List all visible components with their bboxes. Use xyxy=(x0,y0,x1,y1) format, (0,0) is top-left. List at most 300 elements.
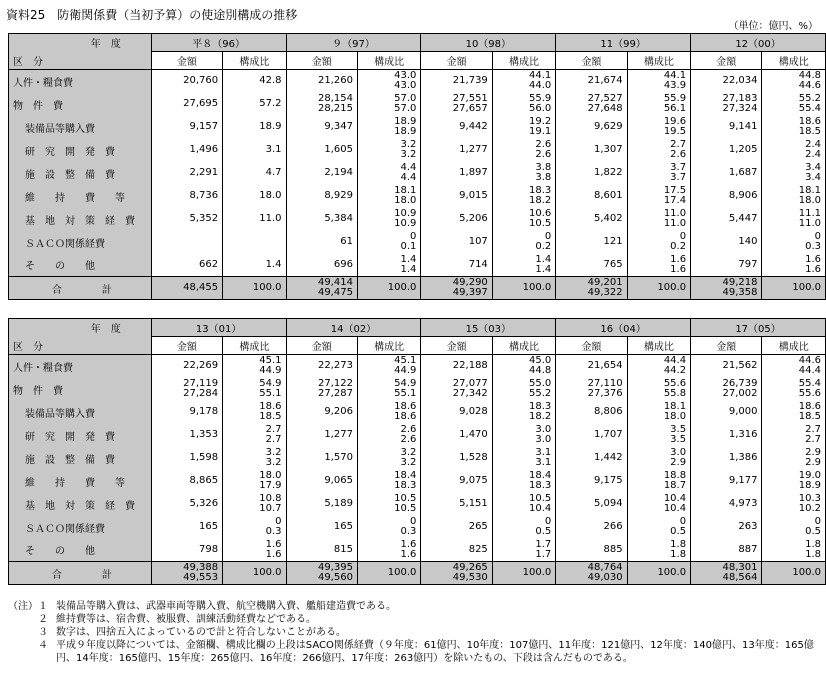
value: 9,178 xyxy=(189,406,219,417)
ratio-header: 構成比 xyxy=(223,337,286,355)
value: 2,194 xyxy=(324,167,353,178)
value: 10.5 xyxy=(394,503,417,514)
year-cell: 10（98） xyxy=(421,34,556,52)
value: 765 xyxy=(603,258,623,270)
value: 165 xyxy=(199,521,219,532)
notes xyxy=(8,600,826,665)
row-label: 合 計 xyxy=(9,277,152,300)
year-cell: 15（03） xyxy=(421,319,556,337)
amount-cell xyxy=(421,277,492,300)
amount-cell xyxy=(556,401,627,424)
note-item xyxy=(8,626,826,639)
amount-cell xyxy=(151,539,222,562)
value: 8,601 xyxy=(594,190,623,201)
value: 165 xyxy=(333,521,353,532)
row-label: ＳＡＣＯ関係経費 xyxy=(9,231,152,254)
value: 18.0 xyxy=(394,195,417,206)
value: 49,560 xyxy=(317,572,353,583)
ratio-cell xyxy=(627,516,690,539)
note-item xyxy=(8,613,826,626)
row-label: 維 持 費 等 xyxy=(9,185,152,208)
value: 18.6 xyxy=(394,411,417,422)
ratio-cell xyxy=(223,185,286,208)
value: 9,028 xyxy=(459,406,488,417)
value: 49,322 xyxy=(587,287,623,298)
amount-cell xyxy=(556,208,627,231)
value: 22,269 xyxy=(183,360,219,372)
value: 55.2 xyxy=(798,93,821,104)
amount-cell xyxy=(556,93,627,116)
value: 54.9 xyxy=(394,378,417,389)
value: 2.9 xyxy=(670,457,687,468)
table-row xyxy=(9,378,826,401)
ratio-cell xyxy=(762,116,826,139)
table-row xyxy=(9,493,826,516)
ratio-cell xyxy=(357,447,420,470)
amount-header: 金額 xyxy=(151,337,222,355)
value: 714 xyxy=(468,258,488,270)
value: 1.4 xyxy=(400,263,417,275)
value: 0.5 xyxy=(670,526,687,537)
amount-cell xyxy=(286,401,357,424)
row-label: 研 究 開 発 費 xyxy=(9,139,152,162)
value: 1,822 xyxy=(594,167,623,178)
amount-cell xyxy=(421,424,492,447)
value: 18.9 xyxy=(798,480,821,491)
ratio-cell xyxy=(627,116,690,139)
value: 1.7 xyxy=(535,548,552,560)
value: 0 xyxy=(679,231,687,242)
value: 18.2 xyxy=(528,411,552,422)
value: 44.4 xyxy=(798,365,821,377)
ratio-cell xyxy=(492,139,555,162)
value: 11.0 xyxy=(663,218,687,229)
budget-table-1996-2000 xyxy=(8,33,826,300)
value: 48,564 xyxy=(722,572,758,583)
value: 263 xyxy=(738,521,758,532)
value: 21,654 xyxy=(587,360,623,372)
amount-cell xyxy=(286,70,357,93)
year-cell: ９（97） xyxy=(286,34,421,52)
value: 3.2 xyxy=(400,457,417,468)
value: 2.4 xyxy=(805,149,821,160)
value: 55.9 xyxy=(528,93,552,104)
year-cell: 13（01） xyxy=(151,319,286,337)
value: 3.2 xyxy=(265,457,282,468)
amount-cell xyxy=(151,401,222,424)
value: 3.0 xyxy=(535,434,552,445)
value: 0.3 xyxy=(805,241,821,252)
ratio-cell xyxy=(762,139,826,162)
value: 5,151 xyxy=(459,498,488,509)
value: 42.8 xyxy=(259,75,282,87)
value: 0 xyxy=(410,231,417,242)
row-label: 基 地 対 策 経 費 xyxy=(9,208,152,231)
value: 27,122 xyxy=(317,378,353,389)
value: 8,865 xyxy=(189,475,219,486)
value: 11.0 xyxy=(798,218,821,229)
value: 27,002 xyxy=(722,388,758,399)
ratio-cell xyxy=(357,562,420,585)
amount-cell xyxy=(151,185,222,208)
value: 9,141 xyxy=(728,121,758,132)
amount-cell xyxy=(151,70,222,93)
value: 10.9 xyxy=(394,208,417,219)
value: 57.2 xyxy=(259,98,282,109)
amount-cell xyxy=(421,539,492,562)
value: 2.7 xyxy=(265,424,282,435)
value: 18.5 xyxy=(259,411,282,422)
value: 11.0 xyxy=(259,213,282,224)
row-label: 施 設 整 備 費 xyxy=(9,447,152,470)
value: 8,736 xyxy=(189,190,219,201)
note-number: ４ xyxy=(38,640,48,651)
ratio-cell xyxy=(492,493,555,516)
ratio-cell xyxy=(223,208,286,231)
value: 696 xyxy=(333,258,353,270)
amount-cell xyxy=(691,70,762,93)
ratio-cell xyxy=(357,424,420,447)
value: 27,183 xyxy=(722,93,758,104)
value: 1.6 xyxy=(400,548,417,560)
ratio-cell xyxy=(627,470,690,493)
row-label: 人件・糧食費 xyxy=(9,70,152,93)
value: 0 xyxy=(544,231,552,242)
value: 1,386 xyxy=(728,452,758,463)
value: 1,528 xyxy=(459,452,488,463)
value: 815 xyxy=(333,543,353,555)
value: 11.1 xyxy=(798,208,821,219)
value: 3.2 xyxy=(265,447,282,458)
amount-cell xyxy=(691,139,762,162)
ratio-cell xyxy=(223,139,286,162)
value: 1,598 xyxy=(189,452,219,463)
year-cell: 平８（96） xyxy=(151,34,286,52)
value: 49,414 xyxy=(317,277,353,288)
value: 1,496 xyxy=(189,144,219,155)
value: 100.0 xyxy=(522,282,552,293)
header-row-years xyxy=(9,34,826,52)
value: 9,157 xyxy=(189,121,219,132)
value: 3.4 xyxy=(805,172,821,183)
ratio-header: 構成比 xyxy=(762,337,826,355)
value: 18.3 xyxy=(394,480,417,491)
ratio-cell xyxy=(357,70,420,93)
value: 10.2 xyxy=(798,503,821,514)
value: 10.4 xyxy=(663,503,687,514)
value: 10.6 xyxy=(528,208,552,219)
value: 107 xyxy=(468,236,488,247)
value: 49,530 xyxy=(452,572,488,583)
value: 44.9 xyxy=(259,365,282,377)
amount-cell xyxy=(286,378,357,401)
amount-cell xyxy=(151,93,222,116)
value: 27,527 xyxy=(587,93,623,104)
value: 27,284 xyxy=(183,388,219,399)
value: 0 xyxy=(814,231,821,242)
table-row xyxy=(9,93,826,116)
value: 27,695 xyxy=(183,98,219,109)
value: 1.6 xyxy=(265,538,282,550)
value: 56.0 xyxy=(528,103,552,114)
amount-cell xyxy=(286,562,357,585)
ratio-cell xyxy=(627,231,690,254)
row-label: 基 地 対 策 経 費 xyxy=(9,493,152,516)
value: 44.0 xyxy=(528,80,552,92)
value: 0 xyxy=(814,516,821,527)
year-header: 年 度 xyxy=(9,34,152,52)
value: 10.4 xyxy=(663,493,687,504)
table-row xyxy=(9,401,826,424)
value: 18.3 xyxy=(528,401,552,412)
year-cell: 14（02） xyxy=(286,319,421,337)
value: 22,188 xyxy=(452,360,488,372)
value: 18.7 xyxy=(663,480,687,491)
amount-cell xyxy=(556,139,627,162)
ratio-cell xyxy=(627,424,690,447)
amount-cell xyxy=(151,447,222,470)
value: 21,674 xyxy=(587,75,623,87)
table-row xyxy=(9,162,826,185)
header-row-columns xyxy=(9,337,826,355)
table-row xyxy=(9,447,826,470)
row-label: 施 設 整 備 費 xyxy=(9,162,152,185)
year-cell: 17（05） xyxy=(691,319,826,337)
value: 1,277 xyxy=(459,144,488,155)
value: 1,897 xyxy=(459,167,488,178)
ratio-cell xyxy=(223,424,286,447)
value: 8,906 xyxy=(728,190,758,201)
year-header: 年 度 xyxy=(9,319,152,337)
ratio-header: 構成比 xyxy=(492,52,555,70)
ratio-cell xyxy=(627,277,690,300)
amount-cell xyxy=(556,378,627,401)
value: 4.4 xyxy=(400,172,417,183)
value: 1,205 xyxy=(728,144,758,155)
ratio-cell xyxy=(357,231,420,254)
ratio-cell xyxy=(492,254,555,277)
value: 18.3 xyxy=(528,185,552,196)
value: 55.8 xyxy=(663,388,687,399)
ratio-cell xyxy=(762,516,826,539)
value: 57.0 xyxy=(394,93,417,104)
ratio-header: 構成比 xyxy=(627,337,690,355)
value: 1.6 xyxy=(805,253,821,265)
amount-cell xyxy=(691,277,762,300)
value: 49,030 xyxy=(587,572,623,583)
ratio-cell xyxy=(492,208,555,231)
value: 2.7 xyxy=(805,434,821,445)
value: 100.0 xyxy=(387,567,417,578)
value: 100.0 xyxy=(252,567,282,578)
value: 49,290 xyxy=(452,277,488,288)
amount-cell xyxy=(691,447,762,470)
ratio-cell xyxy=(492,516,555,539)
amount-cell xyxy=(691,516,762,539)
ratio-cell xyxy=(357,277,420,300)
value: 0.2 xyxy=(535,241,552,252)
ratio-cell xyxy=(627,254,690,277)
ratio-cell xyxy=(223,355,286,378)
value: 10.9 xyxy=(394,218,417,229)
amount-cell xyxy=(421,562,492,585)
amount-cell xyxy=(421,162,492,185)
amount-cell xyxy=(286,231,357,254)
value: 18.0 xyxy=(259,190,282,201)
category-header: 区 分 xyxy=(9,337,152,355)
value: 18.1 xyxy=(798,185,821,196)
value: 45.1 xyxy=(259,355,282,367)
ratio-cell xyxy=(762,447,826,470)
value: 9,206 xyxy=(324,406,353,417)
value: 55.9 xyxy=(663,93,687,104)
amount-cell xyxy=(691,116,762,139)
value: 27,657 xyxy=(452,103,488,114)
total-row xyxy=(9,562,826,585)
amount-cell xyxy=(151,231,222,254)
value: 45.1 xyxy=(394,355,417,367)
table-row xyxy=(9,424,826,447)
amount-cell xyxy=(151,254,222,277)
amount-cell xyxy=(286,424,357,447)
value: 1.8 xyxy=(670,538,687,550)
ratio-cell xyxy=(762,355,826,378)
value: 19.0 xyxy=(798,470,821,481)
value: 49,395 xyxy=(317,562,353,573)
value: 3.5 xyxy=(670,424,687,435)
value: 3.2 xyxy=(400,149,417,160)
amount-cell xyxy=(421,470,492,493)
value: 18.6 xyxy=(798,116,821,127)
value: 1,316 xyxy=(728,429,758,440)
value: 28,215 xyxy=(317,103,353,114)
ratio-header: 構成比 xyxy=(762,52,826,70)
value: 18.6 xyxy=(394,401,417,412)
table-row xyxy=(9,539,826,562)
value: 5,326 xyxy=(189,498,219,509)
ratio-cell xyxy=(357,516,420,539)
value: 0.3 xyxy=(400,526,417,537)
ratio-cell xyxy=(223,516,286,539)
ratio-cell xyxy=(762,185,826,208)
table-row xyxy=(9,139,826,162)
value: 18.9 xyxy=(259,121,282,132)
value: 43.0 xyxy=(394,70,417,82)
value: 17.5 xyxy=(663,185,687,196)
row-label: 維 持 費 等 xyxy=(9,470,152,493)
value: 55.4 xyxy=(798,103,821,114)
value: 0 xyxy=(410,516,417,527)
amount-cell xyxy=(151,139,222,162)
amount-cell xyxy=(421,185,492,208)
ratio-cell xyxy=(492,539,555,562)
value: 1.4 xyxy=(535,253,552,265)
value: 9,000 xyxy=(728,406,758,417)
value: 18.8 xyxy=(663,470,687,481)
value: 5,447 xyxy=(728,213,758,224)
row-label: 物 件 費 xyxy=(9,378,152,401)
amount-header: 金額 xyxy=(286,52,357,70)
budget-table-2001-2005 xyxy=(8,318,826,585)
note-text: 維持費等は、宿舎費、被服費、訓練活動経費などである。 xyxy=(56,614,316,625)
ratio-cell xyxy=(492,424,555,447)
value: 27,110 xyxy=(587,378,623,389)
value: 55.1 xyxy=(394,388,417,399)
value: 18.4 xyxy=(394,470,417,481)
amount-cell xyxy=(286,447,357,470)
value: 1.6 xyxy=(265,548,282,560)
amount-cell xyxy=(286,516,357,539)
table-row xyxy=(9,470,826,493)
value: 19.2 xyxy=(528,116,552,127)
ratio-cell xyxy=(627,355,690,378)
value: 1.8 xyxy=(805,538,821,550)
value: 27,376 xyxy=(587,388,623,399)
amount-header: 金額 xyxy=(556,52,627,70)
value: 0.5 xyxy=(535,526,552,537)
amount-cell xyxy=(556,447,627,470)
value: 17.9 xyxy=(259,480,282,491)
amount-cell xyxy=(286,539,357,562)
value: 1.4 xyxy=(400,253,417,265)
value: 2.6 xyxy=(670,149,687,160)
amount-cell xyxy=(286,185,357,208)
amount-cell xyxy=(151,424,222,447)
ratio-cell xyxy=(223,493,286,516)
amount-cell xyxy=(151,116,222,139)
header-row-years xyxy=(9,319,826,337)
value: 1.7 xyxy=(535,538,552,550)
amount-cell xyxy=(691,355,762,378)
amount-cell xyxy=(151,516,222,539)
amount-cell xyxy=(286,139,357,162)
amount-cell xyxy=(691,401,762,424)
value: 1,707 xyxy=(594,429,623,440)
value: 0.1 xyxy=(400,241,417,252)
amount-cell xyxy=(556,185,627,208)
ratio-cell xyxy=(492,70,555,93)
amount-header: 金額 xyxy=(421,337,492,355)
value: 9,015 xyxy=(459,190,488,201)
value: 2.4 xyxy=(805,139,821,150)
value: 27,324 xyxy=(722,103,758,114)
ratio-cell xyxy=(762,424,826,447)
ratio-cell xyxy=(627,447,690,470)
value: 3.7 xyxy=(670,172,687,183)
amount-cell xyxy=(151,470,222,493)
ratio-cell xyxy=(627,401,690,424)
value: 44.1 xyxy=(663,70,687,82)
ratio-cell xyxy=(223,562,286,585)
value: 2.9 xyxy=(805,457,821,468)
amount-cell xyxy=(151,562,222,585)
value: 1,470 xyxy=(459,429,488,440)
value: 48,455 xyxy=(183,282,219,293)
value: 5,352 xyxy=(189,213,219,224)
amount-cell xyxy=(556,277,627,300)
ratio-cell xyxy=(357,539,420,562)
note-number: ３ xyxy=(38,627,48,638)
amount-cell xyxy=(421,401,492,424)
row-label: 合 計 xyxy=(9,562,152,585)
ratio-cell xyxy=(357,254,420,277)
value: 887 xyxy=(738,543,758,555)
value: 49,218 xyxy=(722,277,758,288)
value: 49,553 xyxy=(183,572,219,583)
amount-cell xyxy=(151,378,222,401)
table-row xyxy=(9,70,826,93)
amount-cell xyxy=(556,254,627,277)
